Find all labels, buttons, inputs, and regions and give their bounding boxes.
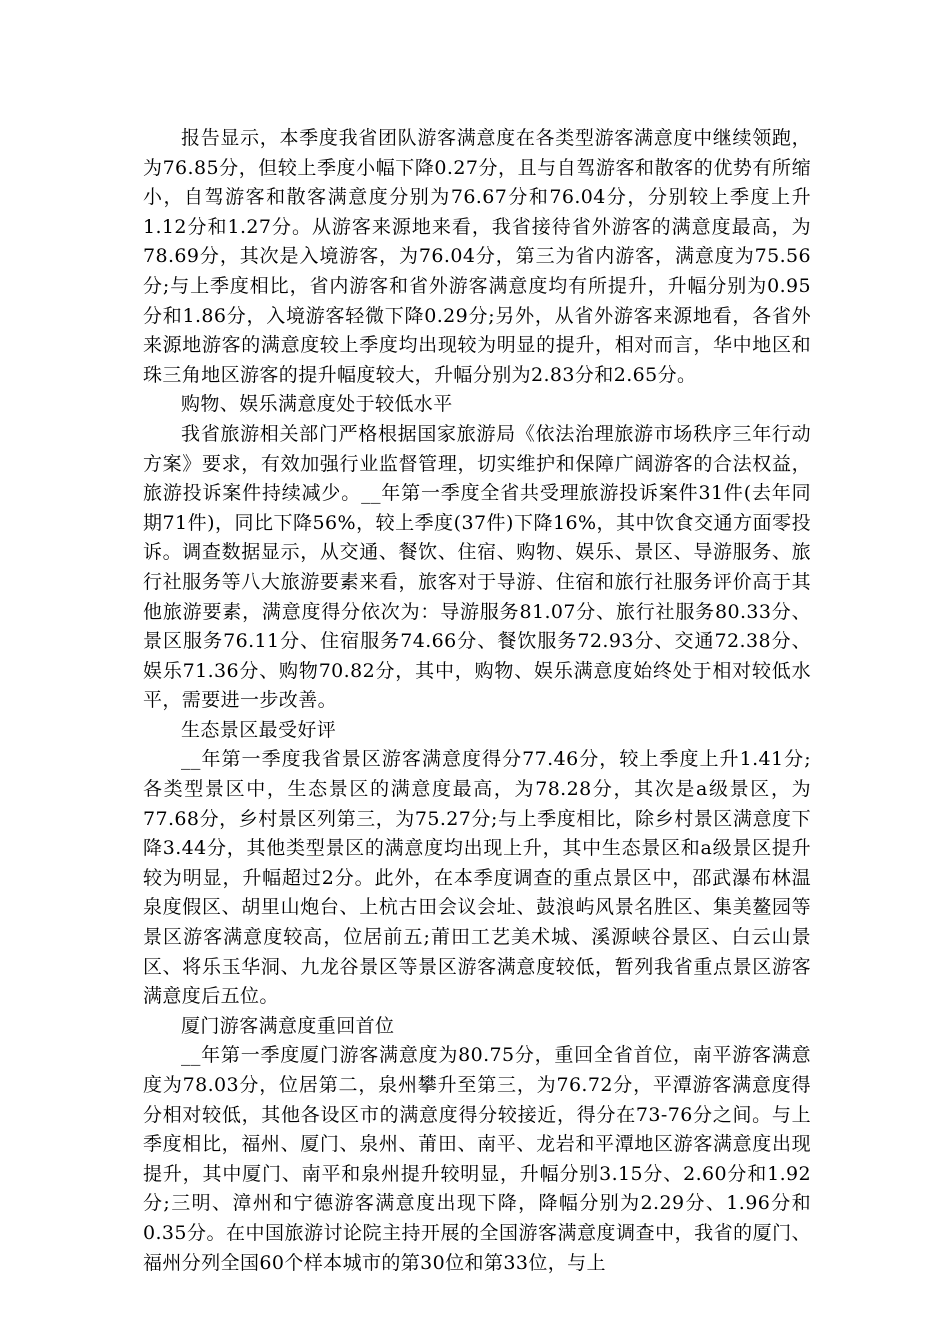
- paragraph-complaints-and-elements: 我省旅游相关部门严格根据国家旅游局《依法治理旅游市场秩序三年行动方案》要求，有效加强行业监督管理，切实维护和保障广阔游客的合法权益，旅游投诉案件持续减少。__年第一季度全省共受理旅游投诉案件31件(去年同期71件)，同比下降56%，较上季度(37件)下降16%，其中饮食交通方面零投诉。调查数据显示，从交通、餐饮、住宿、购物、娱乐、景区、导游服务、旅行社服务等八大旅游要素来看，旅客对于导游、住宿和旅行社服务评价高于其他旅游要素，满意度得分依次为：导游服务81.07分、旅行社服务80.33分、景区服务76.11分、住宿服务74.66分、餐饮服务72.93分、交通72.38分、娱乐71.36分、购物70.82分，其中，购物、娱乐满意度始终处于相对较低水平，需要进一步改善。: [143, 422, 811, 712]
- paragraph-scenic-area-satisfaction: __年第一季度我省景区游客满意度得分77.46分，较上季度上升1.41分;各类型景区中，生态景区的满意度最高，为78.28分，其次是a级景区，为77.68分，乡村景区列第三，为75.27分;与上季度相比，除乡村景区满意度下降3.44分，其他类型景区的满意度均出现上升，其中生态景区和a级景区提升较为明显，升幅超过2分。此外，在本季度调查的重点景区中，邵武瀑布林温泉度假区、胡里山炮台、上杭古田会议会址、鼓浪屿风景名胜区、集美鳌园等景区游客满意度较高，位居前五;莆田工艺美术城、溪源峡谷景区、白云山景区、将乐玉华洞、九龙谷景区等景区游客满意度较低，暂列我省重点景区游客满意度后五位。: [143, 748, 811, 1008]
- section-heading-shopping-entertainment: 购物、娱乐满意度处于较低水平: [181, 393, 453, 416]
- paragraph-city-satisfaction: __年第一季度厦门游客满意度为80.75分，重回全省首位，南平游客满意度为78.03分，位居第二，泉州攀升至第三，为76.72分，平潭游客满意度得分相对较低，其他各设区市的满意度得分较接近，得分在73-76分之间。与上季度相比，福州、厦门、泉州、莆田、南平、龙岩和平潭地区游客满意度出现提升，其中厦门、南平和泉州提升较明显，升幅分别3.15分、2.60分和1.92分;三明、漳州和宁德游客满意度出现下降，降幅分别为2.29分、1.96分和0.35分。在中国旅游讨论院主持开展的全国游客满意度调查中，我省的厦门、福州分列全国60个样本城市的第30位和第33位，与上: [143, 1044, 811, 1274]
- document-body: [143, 124, 811, 1278]
- paragraph-satisfaction-by-tourist-type: 报告显示，本季度我省团队游客满意度在各类型游客满意度中继续领跑，为76.85分，但较上季度小幅下降0.27分，且与自驾游客和散客的优势有所缩小，自驾游客和散客满意度分别为76.67分和76.04分，分别较上季度上升1.12分和1.27分。从游客来源地来看，我省接待省外游客的满意度最高，为78.69分，其次是入境游客，为76.04分，第三为省内游客，满意度为75.56分;与上季度相比，省内游客和省外游客满意度均有所提升，升幅分别为0.95分和1.86分，入境游客轻微下降0.29分;另外，从省外游客来源地看，各省外来源地游客的满意度较上季度均出现较为明显的提升，相对而言，华中地区和珠三角地区游客的提升幅度较大，升幅分别为2.83分和2.65分。: [143, 127, 811, 386]
- section-heading-ecological-scenic: 生态景区最受好评: [181, 718, 337, 741]
- section-heading-xiamen-first: 厦门游客满意度重回首位: [181, 1014, 395, 1037]
